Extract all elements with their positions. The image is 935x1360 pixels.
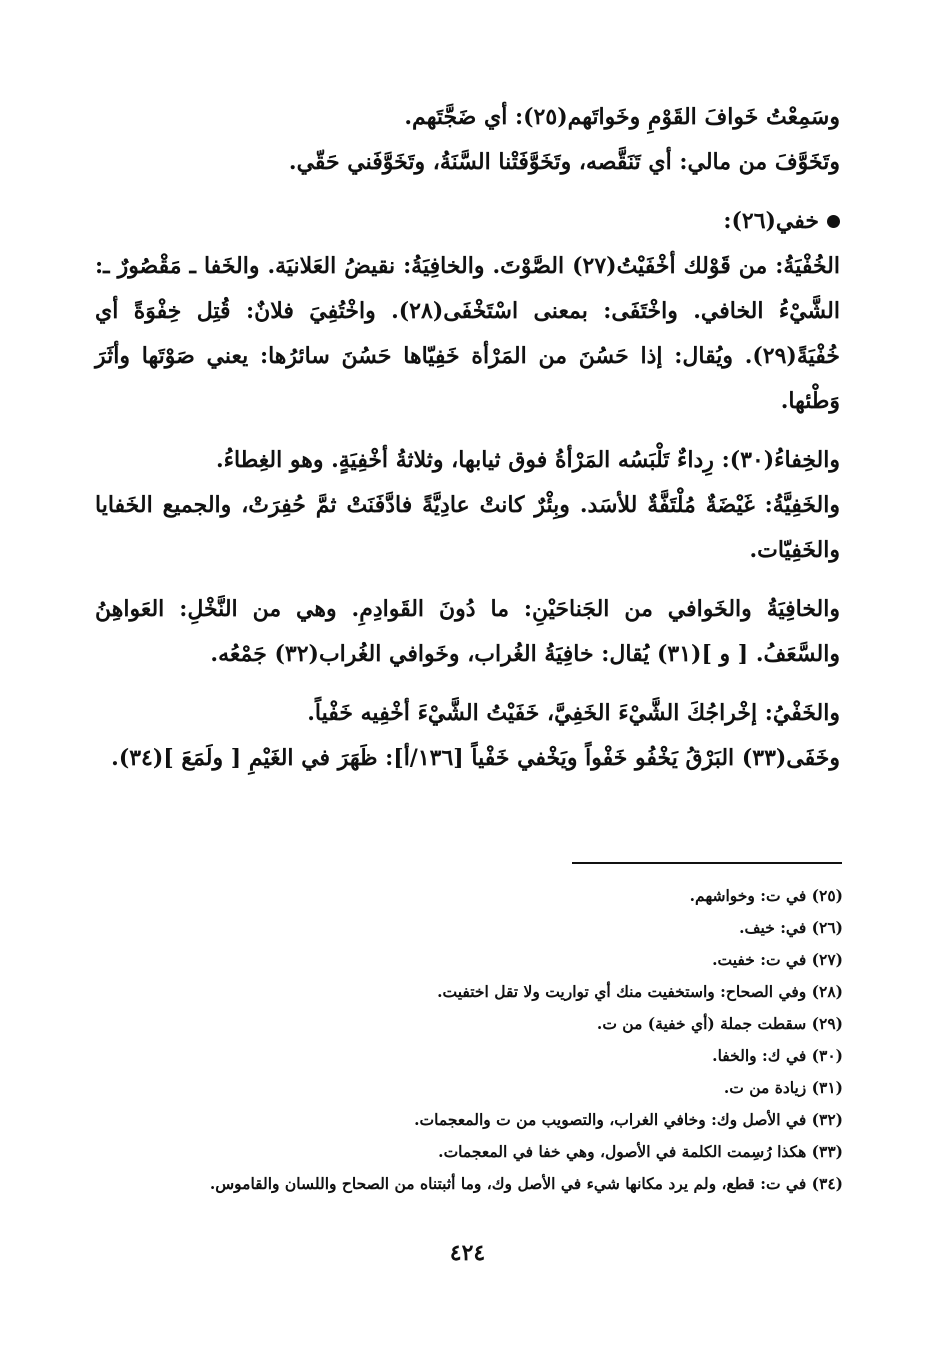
paragraph: الخُفْيَةُ: من قَوْلك أخْفَيْتُ(٢٧) الصَّوْتَ. والخافِيَةُ: نقيضُ العَلانيَة. والخَفا ـ مَقْصُورٌ ـ: الشَّيْءُ الخافي. واخْتَفَى: بمعنى اسْتَخْفَى(٢٨). واخْتُفِيَ فلانٌ: قُتِل خِفْوَةً أي خُفْيَةً(٢٩). ويُقال: إذا حَسُنَ من المَرْأة خَفِيّاها حَسُنَ سائرُها: يعني صَوْتَها وأثَرَ وَطْئها.: [95, 253, 840, 414]
main-text: [95, 95, 840, 781]
footnote: (٣٤) في ت: قطع، ولم يرد مكانها شيء في الأصل وك، وما أثبتناه من الصحاح واللسان والقاموس.: [209, 1174, 843, 1193]
paragraph: والخَفِيَّةُ: غَيْضَةٌ مُلْتَفَّةٌ للأسَد. وبِئْرٌ كانتْ عادِيَّةً فادَّفَنَتْ ثمَّ حُفِرَتْ، والجميع الخَفايا والخَفِيّات.: [95, 492, 840, 563]
paragraph: والخافِيَةُ والخَوافي من الجَناحَيْنِ: ما دُونَ القَوادِمِ. وهي من النَّخْلِ: العَواهِنُ والسَّعَفُ. [ و ](٣١) يُقال: خافِيَةُ الغُراب، وخَوافي الغُراب(٣٢) جَمْعُه.: [95, 596, 840, 667]
paragraph: وتَخَوَّفَ من مالي: أي تَنَقَّصه، وتَخَوَّفَتْنا السَّنَةُ، وتَخَوَّفَني حَقّي.: [288, 149, 840, 175]
spacer: [95, 185, 840, 199]
footnote-divider: [572, 862, 842, 864]
footnote: (٢٧) في ت: خفيت.: [712, 950, 843, 969]
paragraph: والخَفْيُ: إخْراجُكَ الشَّيْءَ الخَفِيَّ، خَفَيْتُ الشَّيْءَ أخْفِيه خَفْياً.: [307, 700, 840, 726]
footnote: (٢٦) في: خيف.: [739, 918, 843, 937]
spacer: [95, 677, 840, 691]
bullet-icon: [827, 215, 840, 228]
page-number: ٤٢٤: [449, 1240, 486, 1266]
footnote: (٣٣) هكذا رُسِمت الكلمة في الأصول، وهي خفا في المعجمات.: [438, 1142, 843, 1161]
spacer: [95, 424, 840, 438]
spacer: [95, 573, 840, 587]
footnote: (٢٩) سقطت جملة (أي خفية) من ت.: [596, 1014, 843, 1033]
footnote: (٢٨) وفي الصحاح: واستخفيت منك أي تواريت ولا تقل اختفيت.: [437, 982, 843, 1001]
footnotes: [95, 880, 843, 1200]
paragraph: والخِفاءُ(٣٠): رِداءٌ تَلْبَسُه المَرْأةُ فوق ثيابها، وثلاثةُ أخْفِيَةٍ. وهو الغِطاءُ.: [216, 447, 840, 473]
paragraph: وسَمِعْتُ خَوافَ القَوْمِ وخَواتَهم(٢٥): أي ضَجَّتَهم.: [404, 104, 840, 130]
footnote: (٢٥) في ت: وخواشهم.: [689, 886, 843, 905]
footnote: (٣٠) في ك: والخفا.: [712, 1046, 843, 1065]
paragraph: وخَفَى(٣٣) البَرْقُ يَخْفُو خَفْواً ويَخْفي خَفْياً [١٣٦/أ]: ظَهَرَ في الغَيْمِ [ ولَمَعَ ](٣٤).: [111, 745, 840, 771]
entry-heading-text: خفي(٢٦):: [723, 208, 819, 234]
footnote: (٣٢) في الأصل وك: وخافي الغراب، والتصويب من ت والمعجمات.: [414, 1110, 843, 1129]
entry-heading: [95, 199, 840, 244]
footnote: (٣١) زيادة من ت.: [723, 1078, 843, 1097]
